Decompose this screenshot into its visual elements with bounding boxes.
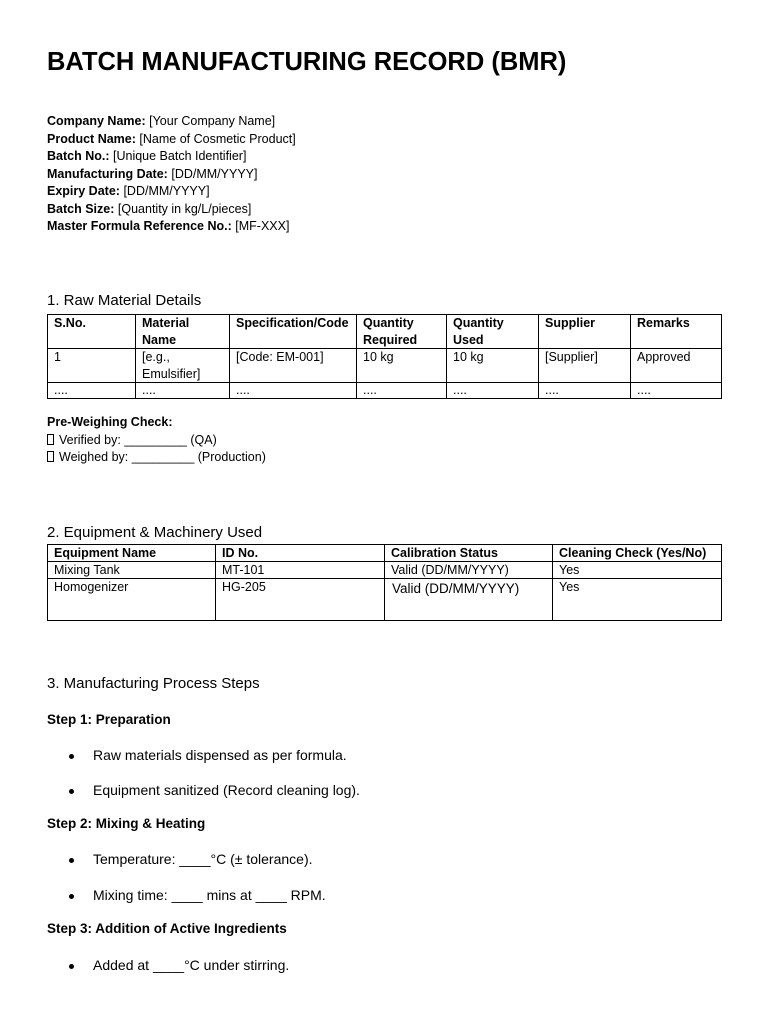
- bullet-item: [69, 781, 360, 799]
- bullet-text: Mixing time: ____ mins at ____ RPM.: [93, 887, 326, 903]
- info-line-master-formula-ref: [47, 218, 296, 236]
- info-line-product-name: [47, 131, 296, 149]
- table-row: [48, 383, 722, 399]
- bullet-text: Added at ____°C under stirring.: [93, 957, 290, 973]
- table-cell: [Supplier]: [539, 349, 631, 383]
- checkbox-icon: [47, 451, 54, 462]
- info-label: Batch Size:: [47, 201, 115, 216]
- table-cell: 1: [48, 349, 136, 383]
- check-line-text: Verified by: _________ (QA): [59, 432, 217, 447]
- column-header-quantity-required: Quantity Required: [357, 315, 447, 349]
- step-heading: Step 2: Mixing & Heating: [47, 816, 206, 831]
- column-header-calibration-status: Calibration Status: [385, 545, 553, 562]
- info-line-batch-no: [47, 148, 296, 166]
- info-value: [Unique Batch Identifier]: [113, 149, 247, 163]
- info-line-company-name: [47, 113, 296, 131]
- table-row: [48, 562, 722, 579]
- info-line-batch-size: [47, 201, 296, 219]
- info-label: Master Formula Reference No.:: [47, 219, 232, 233]
- info-value: [Name of Cosmetic Product]: [139, 131, 296, 146]
- table-cell: ....: [357, 383, 447, 399]
- table-cell: Valid (DD/MM/YYYY): [385, 579, 553, 621]
- table-header-row: [48, 315, 722, 349]
- bullet-dot: [69, 964, 74, 969]
- info-value: [DD/MM/YYYY]: [123, 184, 210, 198]
- table-cell: 10 kg: [447, 349, 539, 383]
- column-header-specification-code: Specification/Code: [230, 315, 357, 349]
- column-header-remarks: Remarks: [631, 315, 722, 349]
- info-line-manufacturing-date: [47, 166, 296, 184]
- bullet-item: [69, 956, 289, 974]
- info-label: Company Name:: [47, 114, 146, 128]
- check-line-weighed-by: [47, 449, 266, 467]
- bullet-dot: [69, 754, 74, 759]
- column-header-equipment-name: Equipment Name: [48, 545, 216, 562]
- info-value: [MF-XXX]: [235, 219, 290, 233]
- record-info-block: [47, 113, 296, 236]
- column-header-id-no: ID No.: [216, 545, 385, 562]
- info-line-expiry-date: [47, 183, 296, 201]
- info-label: Batch No.:: [47, 149, 110, 163]
- table-cell: Mixing Tank: [48, 562, 216, 579]
- table-header-row: [48, 545, 722, 562]
- column-header-sno: S.No.: [48, 315, 136, 349]
- column-header-cleaning-check: Cleaning Check (Yes/No): [553, 545, 722, 562]
- section-heading-equipment: 2. Equipment & Machinery Used: [47, 524, 263, 541]
- bullet-text: Raw materials dispensed as per formula.: [93, 747, 347, 763]
- column-header-material-name: Material Name: [136, 315, 230, 349]
- section-heading-raw-materials: 1. Raw Material Details: [47, 292, 202, 309]
- table-cell: ....: [136, 383, 230, 399]
- table-cell: MT-101: [216, 562, 385, 579]
- raw-material-table: [47, 314, 722, 399]
- table-cell: HG-205: [216, 579, 385, 621]
- step-heading: Step 3: Addition of Active Ingredients: [47, 921, 287, 936]
- table-row: [48, 349, 722, 383]
- table-cell: Homogenizer: [48, 579, 216, 621]
- pre-weighing-heading: Pre-Weighing Check:: [47, 415, 173, 429]
- table-cell: Yes: [553, 562, 722, 579]
- bullet-dot: [69, 894, 74, 899]
- column-header-quantity-used: Quantity Used: [447, 315, 539, 349]
- table-cell: Yes: [553, 579, 722, 621]
- info-value: [Quantity in kg/L/pieces]: [117, 201, 252, 216]
- table-cell: Approved: [631, 349, 722, 383]
- bullet-text: Equipment sanitized (Record cleaning log).: [93, 782, 360, 798]
- info-label: Product Name:: [47, 131, 136, 146]
- info-value: [DD/MM/YYYY]: [171, 166, 258, 181]
- document-title: BATCH MANUFACTURING RECORD (BMR): [47, 48, 567, 76]
- column-header-supplier: Supplier: [539, 315, 631, 349]
- info-label: Manufacturing Date:: [47, 166, 168, 181]
- table-cell: [e.g., Emulsifier]: [136, 349, 230, 383]
- table-cell: ....: [48, 383, 136, 399]
- table-row: [48, 579, 722, 621]
- checkbox-icon: [47, 434, 54, 445]
- info-value: [Your Company Name]: [149, 114, 276, 128]
- bullet-dot: [69, 789, 74, 794]
- bullet-item: [69, 746, 347, 764]
- check-line-text: Weighed by: _________ (Production): [59, 450, 266, 464]
- check-line-verified-by: [47, 432, 266, 450]
- table-cell: ....: [539, 383, 631, 399]
- table-cell: ....: [447, 383, 539, 399]
- section-heading-process-steps: 3. Manufacturing Process Steps: [47, 675, 260, 692]
- table-cell: ....: [230, 383, 357, 399]
- equipment-table: [47, 544, 722, 621]
- table-cell: 10 kg: [357, 349, 447, 383]
- bullet-dot: [69, 858, 74, 863]
- bullet-item: [69, 850, 313, 868]
- bullet-item: [69, 886, 326, 904]
- table-cell: ....: [631, 383, 722, 399]
- bullet-text: Temperature: ____°C (± tolerance).: [93, 851, 313, 867]
- info-label: Expiry Date:: [47, 184, 120, 198]
- pre-weighing-check-block: [47, 414, 266, 467]
- step-heading: Step 1: Preparation: [47, 712, 171, 727]
- table-cell: [Code: EM-001]: [230, 349, 357, 383]
- table-cell: Valid (DD/MM/YYYY): [385, 562, 553, 579]
